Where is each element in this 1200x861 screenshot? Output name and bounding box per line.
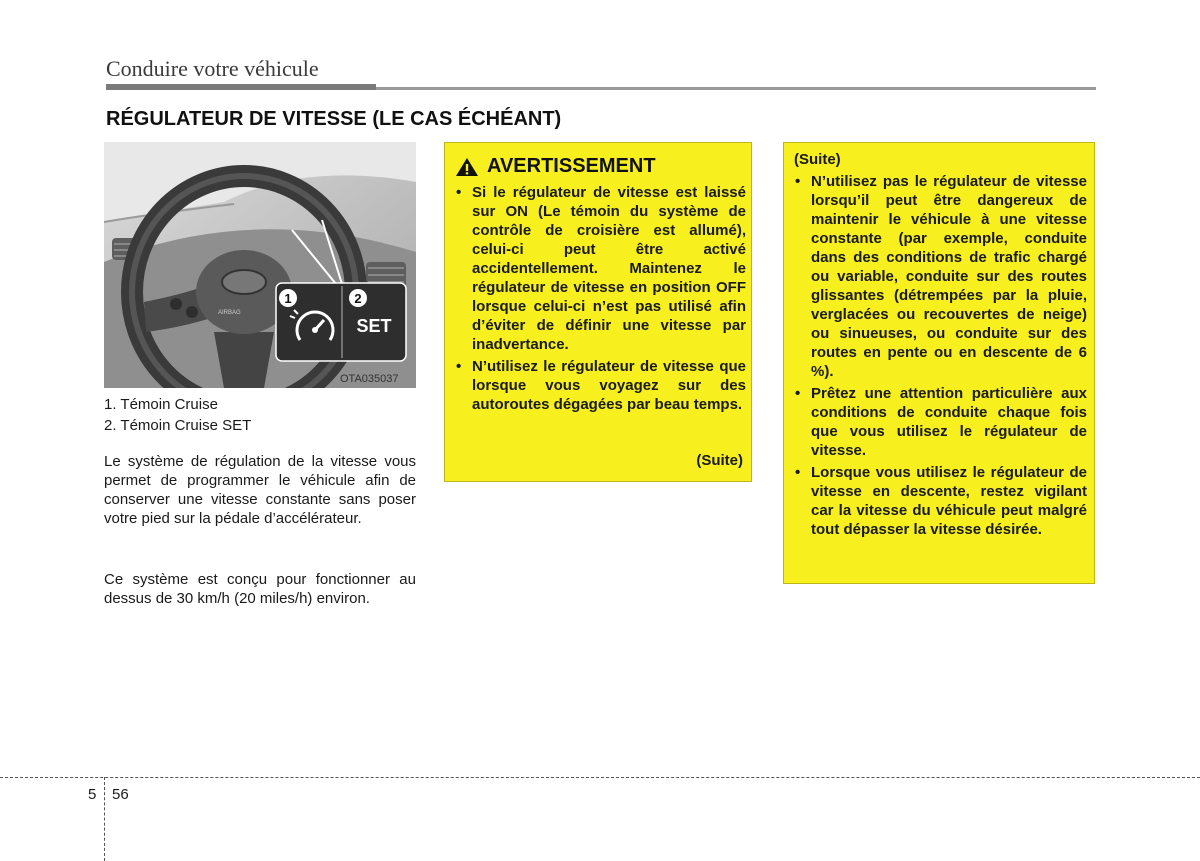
bullet: • bbox=[795, 173, 801, 190]
body-paragraph: Ce système est conçu pour fonctionner au dessus de 30 km/h (20 miles/h) environ. bbox=[104, 571, 416, 607]
bullet: • bbox=[795, 464, 801, 481]
warning-triangle-icon bbox=[455, 157, 479, 177]
continuation-box bbox=[783, 142, 1095, 584]
steering-wheel-illustration bbox=[104, 142, 416, 388]
list-item bbox=[454, 357, 746, 414]
continued-label: (Suite) bbox=[696, 452, 743, 469]
caption-item: 1. Témoin Cruise bbox=[104, 396, 218, 413]
continuation-heading: (Suite) bbox=[794, 151, 841, 168]
airbag-label: AIRBAG bbox=[218, 310, 241, 316]
callout-1: 1 bbox=[284, 291, 292, 306]
bullet: • bbox=[795, 385, 801, 402]
warning-heading-text: AVERTISSEMENT bbox=[487, 155, 656, 177]
caption-item: 2. Témoin Cruise SET bbox=[104, 417, 252, 434]
list-item bbox=[454, 183, 746, 354]
bullet: • bbox=[456, 184, 462, 201]
warning-list bbox=[454, 183, 746, 417]
footer-divider bbox=[104, 777, 105, 861]
list-item-text: N’utilisez pas le régulateur de vitesse lorsqu’il peut être dangereux de maintenir le véhicule à une vitesse constante (par exemple, conduite dans des conditions de trafic chargé ou variable, conduite sur des routes glissantes (détrempées par la pluie, verglacées ou recouvertes de neige) ou sinueuses, ou conduite sur des routes en pente ou en descente de 6 %). bbox=[811, 173, 1087, 380]
header-rule-dark bbox=[106, 84, 376, 90]
list-item bbox=[793, 463, 1087, 539]
chapter-header: Conduire votre véhicule bbox=[106, 56, 319, 81]
callout-2: 2 bbox=[354, 291, 362, 306]
bullet: • bbox=[456, 358, 462, 375]
chapter-number: 5 bbox=[88, 786, 97, 803]
warning-box bbox=[444, 142, 752, 482]
list-item-text: N’utilisez le régulateur de vitesse que lorsque vous voyagez sur des autoroutes dégagées par beau temps. bbox=[472, 358, 746, 413]
list-item bbox=[793, 384, 1087, 460]
footer-rule bbox=[0, 777, 1200, 778]
set-indicator-label: SET bbox=[356, 316, 392, 336]
header-rule-light bbox=[376, 87, 1096, 90]
continuation-list bbox=[793, 172, 1087, 542]
body-paragraph: Le système de régulation de la vitesse vous permet de programmer le véhicule afin de conserver une vitesse constante sans poser votre pied sur la pédale d’accélérateur. bbox=[104, 453, 416, 527]
list-item-text: Lorsque vous utilisez le régulateur de vitesse en descente, restez vigilant car la vitesse du véhicule peut malgré tout dépasser la vitesse désirée. bbox=[811, 464, 1087, 538]
list-item-text: Prêtez une attention particulière aux conditions de conduite chaque fois que vous utilisez le régulateur de vitesse. bbox=[811, 385, 1087, 459]
steering-wheel-figure bbox=[104, 142, 416, 388]
list-item-text: Si le régulateur de vitesse est laissé sur ON (Le témoin du système de contrôle de croisière est allumé), celui-ci peut être activé accidentellement. Maintenez le régulateur de vitesse en position OFF lorsque celui-ci n’est pas utilisé afin d’éviter de définir une vitesse par inadvertance. bbox=[472, 184, 746, 353]
section-title: RÉGULATEUR DE VITESSE (LE CAS ÉCHÉANT) bbox=[106, 108, 562, 130]
warning-heading bbox=[455, 155, 656, 178]
figure-caption-list bbox=[104, 394, 251, 436]
list-item bbox=[793, 172, 1087, 381]
figure-code: OTA035037 bbox=[340, 373, 399, 385]
page-number: 56 bbox=[112, 786, 129, 803]
